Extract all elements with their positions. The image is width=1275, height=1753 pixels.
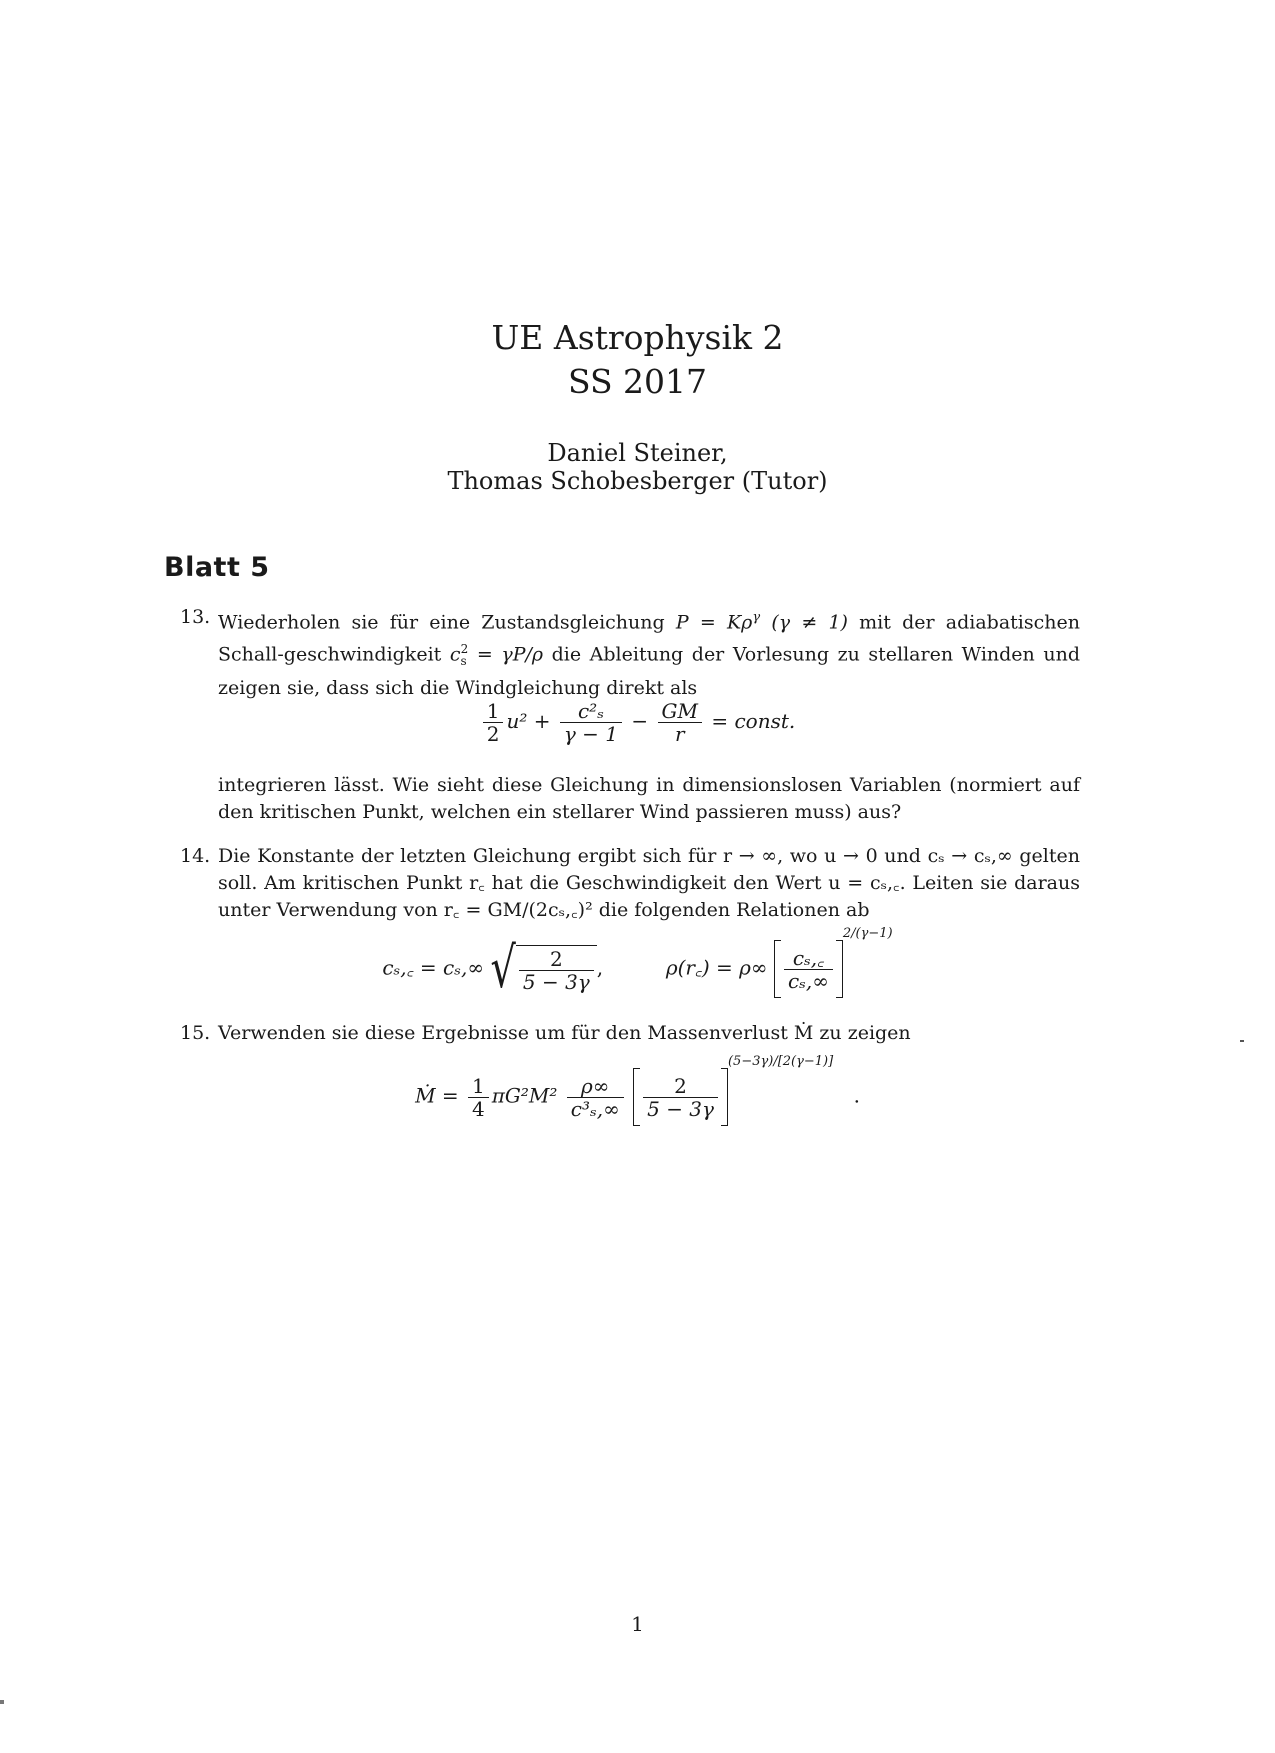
problem-14 (180, 843, 1080, 924)
problem-13 (180, 604, 1080, 702)
problem-text: Wiederholen sie für eine Zustandsgleichung $P = K\rho^\gamma$ (γ ≠ 1) mit der adiabatischen Schall-geschwindigkeit $c_s^2 = \gamma P/\rho$ die Ableitung der Vorlesung zu stellaren Winden und zeigen sie, dass sich die Windgleichung direkt als (218, 610, 1080, 700)
course-title: UE Astrophysik 2 (491, 318, 784, 357)
scan-mark (0, 1700, 4, 1704)
problem-13-continuation: integrieren lässt. Wie sieht diese Gleichung in dimensionslosen Variablen (normiert auf den kritischen Punkt, welchen ein stellarer Wind passieren muss) aus? (218, 774, 1080, 823)
problem-number: 15. (180, 1022, 211, 1044)
page-number: 1 (631, 1612, 644, 1636)
problem-15 (180, 1020, 1080, 1047)
author-lecturer: Daniel Steiner, (547, 439, 728, 467)
semester: SS 2017 (567, 362, 708, 401)
sheet-title: Blatt 5 (164, 552, 270, 583)
eos-formula: P = Kρ (675, 611, 753, 634)
sound-speed-symbol: c (449, 643, 461, 666)
problem-text: Verwenden sie diese Ergebnisse um für den Massenverlust Ṁ zu zeigen (218, 1022, 911, 1044)
relations-equation: cₛ,꜀ = cₛ,∞ √ $\frac{2}{5 - 3\gamma}$ , ρ(r꜀) = ρ∞ $\frac{\text{cₛ,꜀}}{\text{cₛ,∞}}$ $^{2/(\gamma-1)}$ (382, 926, 893, 1002)
problem-number: 13. (180, 606, 211, 628)
author-tutor: Thomas Schobesberger (Tutor) (447, 467, 828, 495)
scan-mark (1240, 1040, 1244, 1042)
mass-loss-equation: Ṁ = $\frac{1}{4}$ πG²M² $\frac{\rho\infty}{\text{c³ₛ,∞}}$ $\frac{2}{5 - 3\gamma}$ $^{(5-3\gamma)/[2(\gamma-1)]}$ . (0, 1068, 1275, 1126)
wind-equation: $\frac{1}{2}$ u² + $\frac{\text{c²ₛ}}{\gamma - 1}$ − $\frac{GM}{r}$ = const. (0, 700, 1275, 745)
problem-number: 14. (180, 845, 211, 867)
square-root: √ $\frac{2}{5 - 3\gamma}$ (490, 945, 596, 993)
problem-text: Die Konstante der letzten Gleichung ergibt sich für r → ∞, wo u → 0 und cₛ → cₛ,∞ gelten soll. Am kritischen Punkt r꜀ hat die Geschwindigkeit den Wert u = cₛ,꜀. Leiten sie daraus unter Verwendung von r꜀ = GM/(2cₛ,꜀)² die folgenden Relationen ab (218, 845, 1080, 921)
